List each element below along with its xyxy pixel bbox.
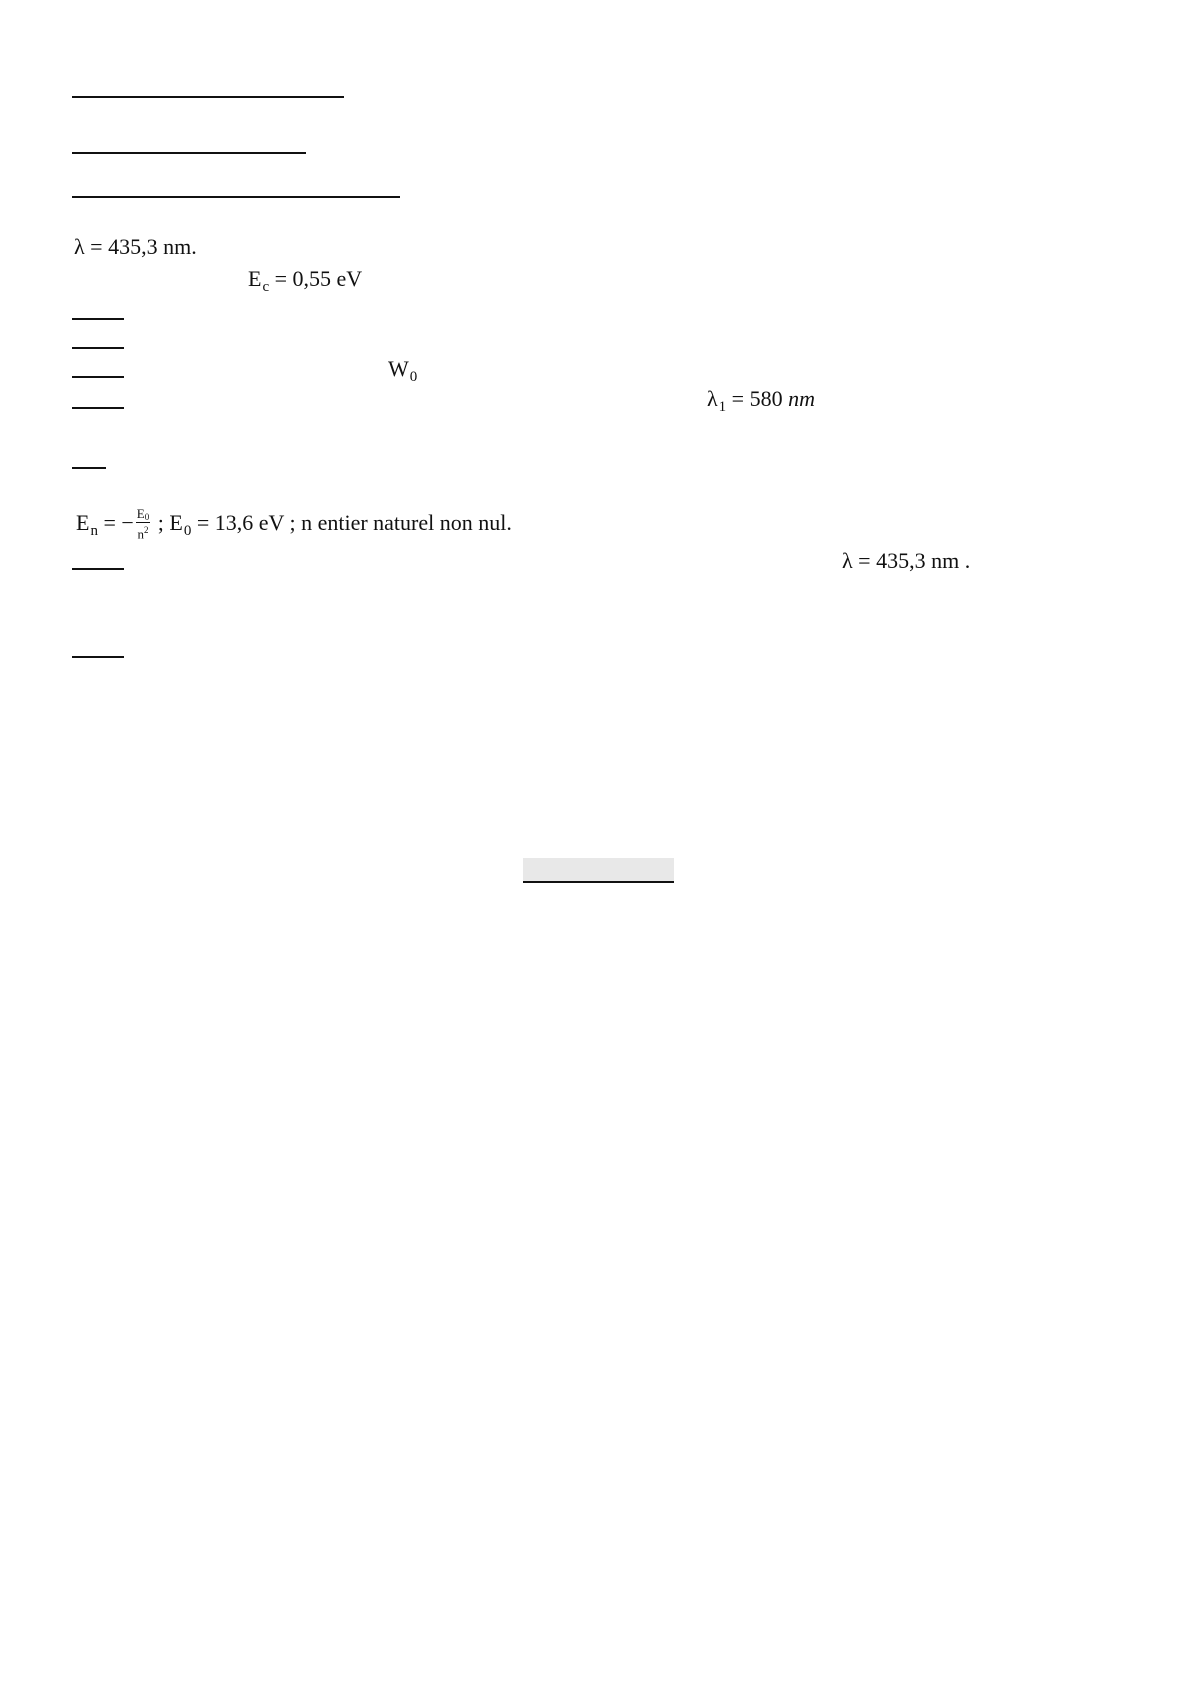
lambda-symbol: λ <box>74 234 85 259</box>
lambda1-value: = 580 <box>726 386 789 411</box>
wavelength-value-2: = 435,3 nm . <box>852 548 971 573</box>
numerator-subscript: 0 <box>144 512 150 522</box>
denominator-exponent: 2 <box>144 525 149 535</box>
fraction-numerator <box>136 507 150 523</box>
equation-separator: ; <box>152 510 170 536</box>
numerator-base: E <box>136 506 145 521</box>
redacted-highlight-box <box>523 858 674 882</box>
part-underline <box>72 467 106 469</box>
heading-underline-1 <box>72 96 344 98</box>
heading-underline-3 <box>72 196 400 198</box>
energy-symbol: E <box>248 266 262 291</box>
e0-value: = 13,6 eV ; n entier naturel non nul. <box>191 510 512 536</box>
lambda-symbol-2: λ <box>842 548 853 573</box>
work-subscript: 0 <box>409 369 418 385</box>
question-underline-1 <box>72 318 124 320</box>
wavelength-value: = 435,3 nm. <box>84 234 197 259</box>
question-underline-3 <box>72 376 124 378</box>
e0-subscript: 0 <box>183 523 192 540</box>
wavelength-1-equation <box>707 386 815 415</box>
highlight-underline <box>523 881 674 883</box>
lambda1-unit: nm <box>788 386 815 411</box>
fraction-denominator <box>136 523 150 541</box>
kinetic-energy-equation <box>248 266 362 295</box>
question-underline-6 <box>72 656 124 658</box>
work-symbol: W <box>388 356 409 381</box>
heading-underline-2 <box>72 152 306 154</box>
en-subscript: n <box>90 523 98 540</box>
wavelength-equation <box>74 234 197 260</box>
question-underline-5 <box>72 568 124 570</box>
lambda1-subscript: 1 <box>718 399 727 415</box>
en-symbol: E <box>76 510 90 536</box>
kinetic-energy-value: = 0,55 eV <box>269 266 363 291</box>
en-equals: = − <box>97 510 134 536</box>
denominator-base: n <box>137 526 144 542</box>
lambda1-symbol: λ <box>707 386 718 411</box>
energy-subscript: c <box>262 279 270 295</box>
energy-fraction <box>136 507 150 541</box>
e0-symbol: E <box>169 510 183 536</box>
question-underline-4 <box>72 407 124 409</box>
question-underline-2 <box>72 347 124 349</box>
wavelength-equation-2 <box>842 548 970 574</box>
work-function-symbol <box>388 356 417 385</box>
energy-level-equation <box>76 508 512 542</box>
